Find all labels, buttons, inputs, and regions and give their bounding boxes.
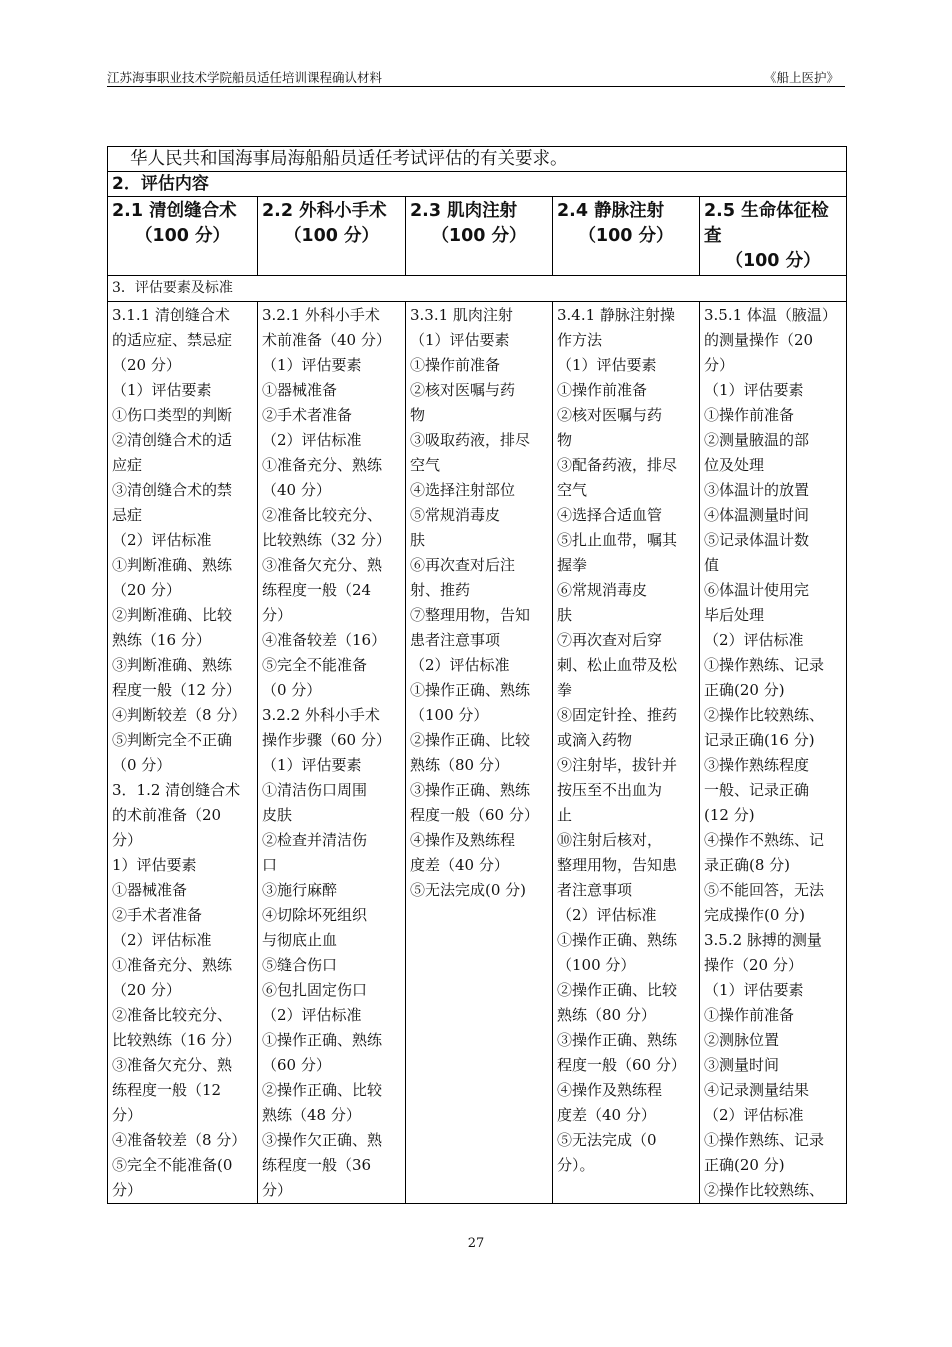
criteria-line: （2）评估标准: [262, 1006, 362, 1024]
criteria-line: 程度一般（12 分）: [112, 681, 241, 699]
criteria-column: [406, 302, 553, 1204]
criteria-line: ③施行麻醉: [262, 881, 338, 899]
criteria-line: 射、推药: [410, 581, 471, 599]
criteria-line: ①操作熟练、记录: [704, 1131, 825, 1149]
criteria-row: [108, 302, 847, 1204]
criteria-line: ②准备比较充分、: [112, 1006, 233, 1024]
criteria-line: 3.4.1 静脉注射操: [557, 306, 675, 324]
intro-row: 华人民共和国海事局海船船员适任考试评估的有关要求。: [108, 147, 847, 172]
criteria-line: （2）评估标准: [112, 931, 212, 949]
criteria-line: ④判断较差（8 分）: [112, 706, 247, 724]
criteria-line: ②手术者准备: [112, 906, 203, 924]
criteria-line: ③测量时间: [704, 1056, 780, 1074]
criteria-line: 3.3.1 肌肉注射: [410, 306, 513, 324]
criteria-line: 熟练（80 分）: [557, 1006, 656, 1024]
criteria-line: （1）评估要素: [262, 356, 362, 374]
column-header: [406, 197, 553, 276]
criteria-line: 分）: [262, 606, 293, 624]
criteria-line: 握拳: [557, 556, 588, 574]
criteria-column: [258, 302, 406, 1204]
column-header-title: 2.5 生命体征检查: [704, 201, 829, 246]
criteria-line: ①操作正确、熟练: [262, 1031, 383, 1049]
criteria-line: 操作步骤（60 分）: [262, 731, 391, 749]
column-header: [553, 197, 700, 276]
column-header-score: （100 分）: [431, 226, 527, 246]
criteria-line: ①操作熟练、记录: [704, 656, 825, 674]
criteria-line: ④体温测量时间: [704, 506, 810, 524]
column-header: [258, 197, 406, 276]
criteria-line: （0 分）: [262, 681, 322, 699]
criteria-line: ③操作正确、熟练: [557, 1031, 678, 1049]
criteria-line: ②清创缝合术的适: [112, 431, 233, 449]
criteria-line: ①操作正确、熟练: [557, 931, 678, 949]
criteria-line: 录正确(8 分): [704, 856, 791, 874]
criteria-line: ①准备充分、熟练: [112, 956, 233, 974]
criteria-line: 正确(20 分): [704, 681, 785, 699]
criteria-line: ④操作不熟练、记: [704, 831, 825, 849]
criteria-line: ②手术者准备: [262, 406, 353, 424]
column-header: [700, 197, 847, 276]
criteria-line: ①判断准确、熟练: [112, 556, 233, 574]
criteria-line: ⑥包扎固定伤口: [262, 981, 368, 999]
criteria-line: ②核对医嘱与药: [557, 406, 663, 424]
criteria-line: 整理用物，告知患: [557, 856, 678, 874]
criteria-line: ①操作前准备: [557, 381, 648, 399]
header-divider: [107, 86, 845, 87]
column-header-title: 2.4 静脉注射: [557, 201, 665, 221]
criteria-column: [553, 302, 700, 1204]
criteria-line: ②核对医嘱与药: [410, 381, 516, 399]
criteria-line: 的适应症、禁忌症: [112, 331, 233, 349]
criteria-line: 正确(20 分): [704, 1156, 785, 1174]
column-header-score: （100 分）: [134, 226, 231, 246]
criteria-line: 熟练（16 分）: [112, 631, 211, 649]
criteria-line: 3.1.1 清创缝合术: [112, 306, 230, 324]
criteria-line: 3.2.1 外科小手术: [262, 306, 380, 324]
criteria-line: ①清洁伤口周围: [262, 781, 368, 799]
criteria-line: ⑤记录体温计数: [704, 531, 810, 549]
criteria-line: 程度一般（60 分）: [410, 806, 539, 824]
criteria-line: （40 分）: [262, 481, 331, 499]
criteria-line: ⑤完全不能准备(0: [112, 1156, 233, 1174]
criteria-line: ⑧固定针拴、推药: [557, 706, 678, 724]
criteria-line: ①伤口类型的判断: [112, 406, 233, 424]
criteria-line: ⑤无法完成(0 分): [410, 881, 527, 899]
criteria-line: ①器械准备: [112, 881, 188, 899]
criteria-line: ②测脉位置: [704, 1031, 780, 1049]
criteria-line: 按压至不出血为: [557, 781, 663, 799]
criteria-line: ②操作比较熟练、: [704, 706, 825, 724]
criteria-line: 记录正确(16 分): [704, 731, 815, 749]
criteria-line: ⑤缝合伤口: [262, 956, 338, 974]
criteria-line: 熟练（80 分）: [410, 756, 509, 774]
criteria-line: ③操作欠正确、熟: [262, 1131, 383, 1149]
criteria-line: 操作（20 分）: [704, 956, 803, 974]
column-header-score: （100 分）: [283, 226, 380, 246]
criteria-line: ⑤扎止血带，嘱其: [557, 531, 678, 549]
criteria-line: 皮肤: [262, 806, 293, 824]
criteria-line: ④操作及熟练程: [557, 1081, 663, 1099]
criteria-line: 与彻底止血: [262, 931, 338, 949]
criteria-line: ①操作正确、熟练: [410, 681, 531, 699]
criteria-line: ④记录测量结果: [704, 1081, 810, 1099]
criteria-line: 度差（40 分）: [557, 1106, 656, 1124]
criteria-line: 程度一般（60 分）: [557, 1056, 686, 1074]
criteria-line: （20 分）: [112, 356, 181, 374]
column-header-row: [108, 197, 847, 276]
criteria-line: ③准备欠充分、熟: [112, 1056, 233, 1074]
criteria-line: (12 分): [704, 806, 755, 824]
criteria-line: 位及处理: [704, 456, 765, 474]
criteria-line: 练程度一般（24: [262, 581, 372, 599]
criteria-line: （1）评估要素: [262, 756, 362, 774]
criteria-column: [108, 302, 258, 1204]
criteria-line: ③吸取药液，排尽: [410, 431, 531, 449]
criteria-line: （1）评估要素: [704, 381, 804, 399]
criteria-line: 分）。: [557, 1156, 595, 1174]
criteria-line: ①操作前准备: [704, 406, 795, 424]
criteria-line: 物: [410, 406, 426, 424]
criteria-line: （1）评估要素: [410, 331, 510, 349]
criteria-line: 患者注意事项: [410, 631, 501, 649]
criteria-line: 3.5.2 脉搏的测量: [704, 931, 822, 949]
criteria-line: ③操作熟练程度: [704, 756, 810, 774]
column-header-score: （100 分）: [578, 226, 674, 246]
criteria-line: ⑤无法完成（0: [557, 1131, 657, 1149]
criteria-line: ⑤不能回答，无法: [704, 881, 825, 899]
criteria-line: ⑩注射后核对，: [557, 831, 663, 849]
criteria-line: 者注意事项: [557, 881, 633, 899]
criteria-line: （2）评估标准: [704, 1106, 804, 1124]
criteria-line: （2）评估标准: [112, 531, 212, 549]
criteria-line: 1）评估要素: [112, 856, 197, 874]
header-right-text: 《船上医护》: [763, 70, 839, 85]
criteria-line: 分）: [112, 1181, 143, 1199]
criteria-line: ②判断准确、比较: [112, 606, 233, 624]
criteria-line: 分）: [112, 831, 143, 849]
criteria-line: 值: [704, 556, 720, 574]
criteria-line: ③配备药液，排尽: [557, 456, 678, 474]
criteria-line: ①操作前准备: [410, 356, 501, 374]
column-header-title: 2.1 清创缝合术: [112, 201, 237, 221]
criteria-line: 口: [262, 856, 278, 874]
criteria-line: 3.2.2 外科小手术: [262, 706, 380, 724]
criteria-line: ⑦整理用物，告知: [410, 606, 531, 624]
assessment-table: [107, 146, 847, 1204]
page-number: 27: [467, 1236, 485, 1251]
criteria-line: （20 分）: [112, 581, 181, 599]
criteria-line: 练程度一般（12: [112, 1081, 222, 1099]
criteria-line: （0 分）: [112, 756, 172, 774]
criteria-line: 刺、松止血带及松: [557, 656, 678, 674]
criteria-line: 3.5.1 体温（腋温）: [704, 306, 837, 324]
criteria-line: 3．1.2 清创缝合术: [112, 781, 241, 799]
criteria-line: 比较熟练（16 分）: [112, 1031, 241, 1049]
criteria-line: ③准备欠充分、熟: [262, 556, 383, 574]
column-header: [108, 197, 258, 276]
criteria-line: 肤: [557, 606, 573, 624]
section-2-heading: 2．评估内容: [108, 172, 847, 197]
criteria-line: ⑨注射毕，拔针并: [557, 756, 678, 774]
criteria-line: 应症: [112, 456, 143, 474]
column-header-score: （100 分）: [725, 251, 821, 271]
criteria-line: ②操作比较熟练、: [704, 1181, 825, 1199]
criteria-line: ②操作正确、比较: [557, 981, 678, 999]
criteria-line: 练程度一般（36: [262, 1156, 372, 1174]
criteria-line: 分）: [112, 1106, 143, 1124]
criteria-line: ③操作正确、熟练: [410, 781, 531, 799]
criteria-line: 的术前准备（20: [112, 806, 222, 824]
criteria-line: ④选择注射部位: [410, 481, 516, 499]
criteria-line: （1）评估要素: [704, 981, 804, 999]
criteria-line: ⑤常规消毒皮: [410, 506, 501, 524]
criteria-line: ⑥常规消毒皮: [557, 581, 648, 599]
criteria-line: ⑤完全不能准备: [262, 656, 368, 674]
criteria-line: 熟练（48 分）: [262, 1106, 361, 1124]
criteria-line: （20 分）: [112, 981, 181, 999]
criteria-line: 度差（40 分）: [410, 856, 509, 874]
criteria-line: ⑦再次查对后穿: [557, 631, 663, 649]
criteria-line: 空气: [557, 481, 588, 499]
criteria-line: ②测量腋温的部: [704, 431, 810, 449]
criteria-line: ④准备较差（16）: [262, 631, 387, 649]
criteria-line: ①器械准备: [262, 381, 338, 399]
criteria-line: ②操作正确、比较: [262, 1081, 383, 1099]
criteria-line: ②操作正确、比较: [410, 731, 531, 749]
criteria-line: 术前准备（40 分）: [262, 331, 391, 349]
criteria-line: （100 分）: [410, 706, 489, 724]
criteria-line: ③判断准确、熟练: [112, 656, 233, 674]
criteria-line: （100 分）: [557, 956, 636, 974]
criteria-line: ⑥再次查对后注: [410, 556, 516, 574]
criteria-line: （2）评估标准: [557, 906, 657, 924]
criteria-line: ①准备充分、熟练: [262, 456, 383, 474]
column-header-title: 2.3 肌肉注射: [410, 201, 518, 221]
criteria-line: 毕后处理: [704, 606, 765, 624]
criteria-line: 忌症: [112, 506, 143, 524]
criteria-line: 分）: [704, 356, 735, 374]
criteria-line: （2）评估标准: [410, 656, 510, 674]
criteria-line: （60 分）: [262, 1056, 331, 1074]
criteria-line: 一般、记录正确: [704, 781, 810, 799]
criteria-line: 或滴入药物: [557, 731, 633, 749]
criteria-line: ⑤判断完全不正确: [112, 731, 233, 749]
criteria-line: 物: [557, 431, 573, 449]
header-left-text: 江苏海事职业技术学院船员适任培训课程确认材料: [107, 70, 383, 85]
criteria-line: ①操作前准备: [704, 1006, 795, 1024]
criteria-line: 的测量操作（20: [704, 331, 814, 349]
criteria-line: 拳: [557, 681, 573, 699]
criteria-line: （2）评估标准: [704, 631, 804, 649]
criteria-line: 比较熟练（32 分）: [262, 531, 391, 549]
section-3-heading: 3．评估要素及标准: [108, 276, 847, 302]
criteria-line: ②准备比较充分、: [262, 506, 383, 524]
criteria-line: 止: [557, 806, 573, 824]
criteria-line: ②检查并清洁伤: [262, 831, 368, 849]
criteria-line: 完成操作(0 分): [704, 906, 806, 924]
criteria-line: ⑥体温计使用完: [704, 581, 810, 599]
criteria-line: ③清创缝合术的禁: [112, 481, 233, 499]
criteria-line: （2）评估标准: [262, 431, 362, 449]
criteria-line: ④操作及熟练程: [410, 831, 516, 849]
criteria-line: 空气: [410, 456, 441, 474]
page-header: [107, 68, 845, 88]
criteria-line: ④切除坏死组织: [262, 906, 368, 924]
column-header-title: 2.2 外科小手术: [262, 201, 387, 221]
criteria-line: 分）: [262, 1181, 293, 1199]
criteria-line: ④选择合适血管: [557, 506, 663, 524]
criteria-line: （1）评估要素: [112, 381, 212, 399]
criteria-line: ④准备较差（8 分）: [112, 1131, 247, 1149]
criteria-line: ③体温计的放置: [704, 481, 810, 499]
criteria-column: [700, 302, 847, 1204]
criteria-line: 作方法: [557, 331, 603, 349]
criteria-line: （1）评估要素: [557, 356, 657, 374]
criteria-line: 肤: [410, 531, 426, 549]
